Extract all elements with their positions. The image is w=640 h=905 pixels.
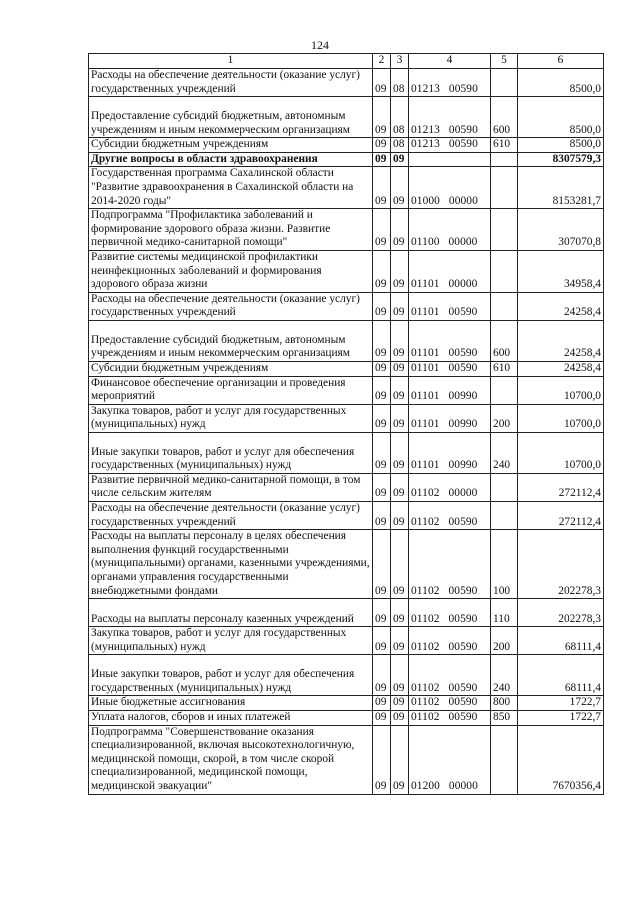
table-row xyxy=(89,502,604,530)
table-row xyxy=(89,599,604,627)
row-section-cell: 09 xyxy=(373,725,391,794)
row-section-cell: 09 xyxy=(373,69,391,97)
row-subsection-cell: 09 xyxy=(391,361,409,376)
header-col-3: 3 xyxy=(391,54,409,69)
row-amount-cell: 24258,4 xyxy=(518,320,604,361)
row-expense-type-cell xyxy=(491,473,518,501)
row-subsection-cell: 08 xyxy=(391,97,409,138)
row-subsection-cell: 09 xyxy=(391,599,409,627)
row-section-cell: 09 xyxy=(373,473,391,501)
table-row xyxy=(89,432,604,473)
row-amount-cell: 10700,0 xyxy=(518,404,604,432)
row-name-cell: Развитие первичной медико-санитарной помощи, в том числе сельским жителям xyxy=(89,473,373,501)
table-row xyxy=(89,530,604,599)
table-row xyxy=(89,167,604,209)
row-name-cell: Государственная программа Сахалинской области "Развитие здравоохранения в Сахалинской области на 2014-2020 годы" xyxy=(89,167,373,209)
row-name-cell: Другие вопросы в области здравоохранения xyxy=(89,152,373,167)
table-row xyxy=(89,725,604,794)
row-subsection-cell: 09 xyxy=(391,627,409,655)
row-section-cell: 09 xyxy=(373,627,391,655)
header-col-2: 2 xyxy=(373,54,391,69)
row-section-cell: 09 xyxy=(373,696,391,711)
row-name-cell: Закупка товаров, работ и услуг для государственных (муниципальных) нужд xyxy=(89,627,373,655)
row-expense-type-cell: 600 xyxy=(491,97,518,138)
table-row xyxy=(89,152,604,167)
row-name-cell: Расходы на выплаты персоналу казенных учреждений xyxy=(89,599,373,627)
row-section-cell: 09 xyxy=(373,432,391,473)
row-name-cell: Уплата налогов, сборов и иных платежей xyxy=(89,711,373,726)
row-target-code-cell: 01102 00590 xyxy=(409,655,491,696)
row-amount-cell: 8500,0 xyxy=(518,138,604,153)
row-amount-cell: 24258,4 xyxy=(518,361,604,376)
row-section-cell: 09 xyxy=(373,711,391,726)
row-subsection-cell: 08 xyxy=(391,69,409,97)
row-section-cell: 09 xyxy=(373,209,391,251)
row-subsection-cell: 09 xyxy=(391,404,409,432)
row-subsection-cell: 09 xyxy=(391,320,409,361)
table-row xyxy=(89,627,604,655)
row-subsection-cell: 09 xyxy=(391,655,409,696)
table-row xyxy=(89,696,604,711)
table-row xyxy=(89,97,604,138)
row-expense-type-cell: 800 xyxy=(491,696,518,711)
row-amount-cell: 272112,4 xyxy=(518,473,604,501)
table-row xyxy=(89,209,604,251)
row-expense-type-cell: 110 xyxy=(491,599,518,627)
row-subsection-cell: 09 xyxy=(391,432,409,473)
row-amount-cell: 8500,0 xyxy=(518,69,604,97)
row-expense-type-cell xyxy=(491,376,518,404)
row-target-code-cell: 01101 00590 xyxy=(409,292,491,320)
row-expense-type-cell xyxy=(491,292,518,320)
header-col-4: 4 xyxy=(409,54,491,69)
table-row xyxy=(89,250,604,292)
row-section-cell: 09 xyxy=(373,167,391,209)
table-row xyxy=(89,711,604,726)
row-expense-type-cell: 200 xyxy=(491,627,518,655)
row-subsection-cell: 09 xyxy=(391,696,409,711)
header-row xyxy=(89,54,604,69)
row-target-code-cell xyxy=(409,152,491,167)
row-subsection-cell: 09 xyxy=(391,152,409,167)
row-subsection-cell: 09 xyxy=(391,292,409,320)
row-section-cell: 09 xyxy=(373,361,391,376)
row-target-code-cell: 01101 00590 xyxy=(409,320,491,361)
row-section-cell: 09 xyxy=(373,152,391,167)
row-subsection-cell: 09 xyxy=(391,530,409,599)
row-subsection-cell: 09 xyxy=(391,376,409,404)
row-section-cell: 09 xyxy=(373,97,391,138)
row-expense-type-cell xyxy=(491,502,518,530)
row-amount-cell: 34958,4 xyxy=(518,250,604,292)
row-target-code-cell: 01102 00590 xyxy=(409,627,491,655)
row-name-cell: Развитие системы медицинской профилактики неинфекционных заболеваний и формирования здорового образа жизни xyxy=(89,250,373,292)
row-name-cell: Предоставление субсидий бюджетным, автономным учреждениям и иным некоммерческим организациям xyxy=(89,97,373,138)
row-target-code-cell: 01101 00990 xyxy=(409,376,491,404)
row-name-cell: Субсидии бюджетным учреждениям xyxy=(89,361,373,376)
table-row xyxy=(89,292,604,320)
row-amount-cell: 202278,3 xyxy=(518,599,604,627)
row-expense-type-cell: 610 xyxy=(491,361,518,376)
row-target-code-cell: 01213 00590 xyxy=(409,97,491,138)
row-name-cell: Подпрограмма "Совершенствование оказания специализированной, включая высокотехнологичную, медицинской помощи, скорой, в том числе скорой специализированной, медицинской помощи, медицинской эвакуации" xyxy=(89,725,373,794)
row-amount-cell: 24258,4 xyxy=(518,292,604,320)
row-section-cell: 09 xyxy=(373,599,391,627)
table-row xyxy=(89,473,604,501)
row-amount-cell: 1722,7 xyxy=(518,711,604,726)
row-expense-type-cell: 100 xyxy=(491,530,518,599)
row-section-cell: 09 xyxy=(373,138,391,153)
row-target-code-cell: 01102 00590 xyxy=(409,502,491,530)
row-expense-type-cell xyxy=(491,725,518,794)
row-name-cell: Расходы на обеспечение деятельности (оказание услуг) государственных учреждений xyxy=(89,292,373,320)
row-target-code-cell: 01213 00590 xyxy=(409,138,491,153)
table-row xyxy=(89,404,604,432)
row-target-code-cell: 01213 00590 xyxy=(409,69,491,97)
row-section-cell: 09 xyxy=(373,376,391,404)
row-name-cell: Закупка товаров, работ и услуг для государственных (муниципальных) нужд xyxy=(89,404,373,432)
row-target-code-cell: 01102 00590 xyxy=(409,696,491,711)
row-amount-cell: 8307579,3 xyxy=(518,152,604,167)
row-section-cell: 09 xyxy=(373,530,391,599)
row-target-code-cell: 01000 00000 xyxy=(409,167,491,209)
row-expense-type-cell: 240 xyxy=(491,655,518,696)
row-amount-cell: 8153281,7 xyxy=(518,167,604,209)
row-target-code-cell: 01102 00590 xyxy=(409,530,491,599)
row-name-cell: Расходы на выплаты персоналу в целях обеспечения выполнения функций государственными (муниципальными) органами, казенными учреждениями, органами управления государственными внебюджетными фондами xyxy=(89,530,373,599)
row-target-code-cell: 01200 00000 xyxy=(409,725,491,794)
row-expense-type-cell: 850 xyxy=(491,711,518,726)
row-amount-cell: 307070,8 xyxy=(518,209,604,251)
budget-table xyxy=(88,53,604,795)
row-amount-cell: 1722,7 xyxy=(518,696,604,711)
table-row xyxy=(89,376,604,404)
row-target-code-cell: 01101 00990 xyxy=(409,432,491,473)
row-section-cell: 09 xyxy=(373,250,391,292)
row-target-code-cell: 01102 00590 xyxy=(409,599,491,627)
row-expense-type-cell xyxy=(491,167,518,209)
row-name-cell: Иные закупки товаров, работ и услуг для обеспечения государственных (муниципальных) нужд xyxy=(89,432,373,473)
row-amount-cell: 8500,0 xyxy=(518,97,604,138)
header-col-1: 1 xyxy=(89,54,373,69)
row-section-cell: 09 xyxy=(373,320,391,361)
row-expense-type-cell xyxy=(491,250,518,292)
row-name-cell: Субсидии бюджетным учреждениям xyxy=(89,138,373,153)
row-name-cell: Иные бюджетные ассигнования xyxy=(89,696,373,711)
row-target-code-cell: 01102 00000 xyxy=(409,473,491,501)
row-amount-cell: 272112,4 xyxy=(518,502,604,530)
row-subsection-cell: 09 xyxy=(391,711,409,726)
page-number: 124 xyxy=(311,38,329,52)
row-target-code-cell: 01102 00590 xyxy=(409,711,491,726)
row-amount-cell: 10700,0 xyxy=(518,376,604,404)
row-target-code-cell: 01101 00590 xyxy=(409,361,491,376)
row-subsection-cell: 09 xyxy=(391,725,409,794)
row-expense-type-cell xyxy=(491,209,518,251)
row-expense-type-cell: 240 xyxy=(491,432,518,473)
row-subsection-cell: 09 xyxy=(391,250,409,292)
table-row xyxy=(89,138,604,153)
row-amount-cell: 10700,0 xyxy=(518,432,604,473)
row-subsection-cell: 09 xyxy=(391,473,409,501)
row-name-cell: Иные закупки товаров, работ и услуг для обеспечения государственных (муниципальных) нужд xyxy=(89,655,373,696)
row-name-cell: Финансовое обеспечение организации и проведения мероприятий xyxy=(89,376,373,404)
row-expense-type-cell: 200 xyxy=(491,404,518,432)
row-expense-type-cell: 610 xyxy=(491,138,518,153)
row-target-code-cell: 01101 00990 xyxy=(409,404,491,432)
table-row xyxy=(89,361,604,376)
table-row xyxy=(89,69,604,97)
row-name-cell: Расходы на обеспечение деятельности (оказание услуг) государственных учреждений xyxy=(89,502,373,530)
row-name-cell: Предоставление субсидий бюджетным, автономным учреждениям и иным некоммерческим организациям xyxy=(89,320,373,361)
row-subsection-cell: 09 xyxy=(391,502,409,530)
row-subsection-cell: 09 xyxy=(391,167,409,209)
header-col-6: 6 xyxy=(518,54,604,69)
row-section-cell: 09 xyxy=(373,502,391,530)
header-col-5: 5 xyxy=(491,54,518,69)
row-target-code-cell: 01101 00000 xyxy=(409,250,491,292)
row-section-cell: 09 xyxy=(373,404,391,432)
row-section-cell: 09 xyxy=(373,292,391,320)
row-amount-cell: 7670356,4 xyxy=(518,725,604,794)
row-amount-cell: 68111,4 xyxy=(518,627,604,655)
row-section-cell: 09 xyxy=(373,655,391,696)
row-expense-type-cell: 600 xyxy=(491,320,518,361)
row-name-cell: Расходы на обеспечение деятельности (оказание услуг) государственных учреждений xyxy=(89,69,373,97)
row-expense-type-cell xyxy=(491,152,518,167)
row-expense-type-cell xyxy=(491,69,518,97)
row-amount-cell: 68111,4 xyxy=(518,655,604,696)
row-subsection-cell: 08 xyxy=(391,138,409,153)
table-row xyxy=(89,655,604,696)
row-amount-cell: 202278,3 xyxy=(518,530,604,599)
table-row xyxy=(89,320,604,361)
row-name-cell: Подпрограмма "Профилактика заболеваний и формирование здорового образа жизни. Развитие первичной медико-санитарной помощи" xyxy=(89,209,373,251)
row-subsection-cell: 09 xyxy=(391,209,409,251)
row-target-code-cell: 01100 00000 xyxy=(409,209,491,251)
